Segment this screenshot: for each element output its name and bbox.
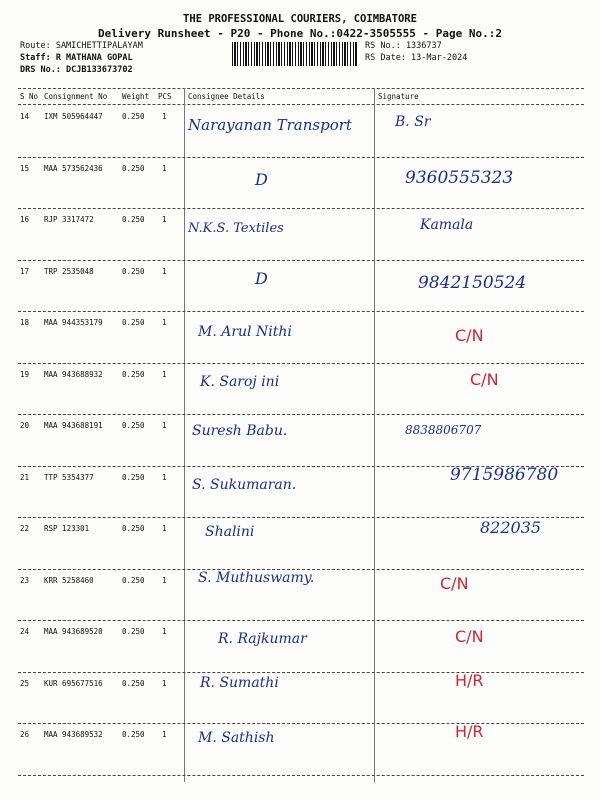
row-divider	[18, 672, 584, 673]
signature-handwriting: C/N	[440, 573, 469, 593]
weight-cell: 0.250	[122, 678, 145, 688]
signature-handwriting: 9715986780	[450, 464, 559, 485]
consignment-cell: KRR 5258460	[44, 575, 94, 585]
consignment-cell: MAA 943689520	[44, 627, 103, 636]
route-info	[20, 40, 143, 76]
pcs-cell: 1	[162, 215, 167, 224]
pcs-cell: 1	[162, 369, 167, 379]
col-consignment: Consignment No	[44, 92, 108, 101]
signature-handwriting: C/N	[455, 326, 484, 345]
weight-cell: 0.250	[122, 524, 145, 533]
consignment-cell: IXM 505964447	[44, 112, 103, 121]
signature-handwriting: 9360555323	[405, 167, 514, 188]
barcode-image	[232, 42, 358, 66]
table-row	[0, 316, 600, 361]
col-pcs: PCS	[158, 92, 172, 101]
weight-cell: 0.250	[122, 472, 145, 482]
pcs-cell: 1	[162, 163, 167, 173]
header-divider-top	[18, 88, 584, 89]
sno-cell: 14	[20, 112, 30, 121]
row-divider	[18, 723, 584, 724]
weight-cell: 0.250	[122, 112, 145, 121]
row-divider	[18, 260, 584, 261]
consignment-cell: RJP 3317472	[44, 215, 94, 224]
weight-cell: 0.250	[122, 163, 145, 173]
weight-cell: 0.250	[122, 266, 145, 276]
table-row	[0, 625, 600, 670]
row-divider	[18, 414, 584, 415]
col-sno: S No	[20, 92, 39, 101]
row-divider	[18, 775, 584, 776]
pcs-cell: 1	[162, 318, 167, 327]
runsheet-title: Delivery Runsheet - P20 - Phone No.:0422-3505555 - Page No.:2	[98, 27, 502, 40]
table-row	[0, 162, 600, 207]
sno-cell: 17	[20, 266, 30, 276]
rs-date-label: RS Date: 13-Mar-2024	[365, 53, 468, 63]
consignment-cell: TRP 2535048	[44, 266, 94, 276]
table-row	[0, 265, 600, 310]
consignment-cell: RSP 123301	[44, 524, 90, 533]
consignee-handwriting: K. Saroj ini	[200, 373, 280, 390]
sno-cell: 22	[20, 524, 30, 533]
consignment-cell: MAA 943688932	[44, 369, 103, 379]
company-title: THE PROFESSIONAL COURIERS, COIMBATORE	[183, 13, 417, 25]
signature-handwriting: H/R	[455, 670, 484, 690]
weight-cell: 0.250	[122, 318, 145, 327]
weight-cell: 0.250	[122, 369, 145, 379]
staff-label: Staff: R MATHANA GOPAL	[20, 53, 133, 63]
consignee-handwriting: Narayanan Transport	[188, 116, 352, 134]
sno-cell: 16	[20, 215, 30, 224]
table-row	[0, 670, 600, 722]
consignee-handwriting: M. Arul Nithi	[198, 324, 292, 340]
weight-cell: 0.250	[122, 215, 145, 224]
signature-handwriting: 8838806707	[405, 423, 482, 437]
consignee-handwriting: R. Sumathi	[200, 674, 279, 691]
consignee-handwriting: S. Muthuswamy.	[198, 569, 315, 586]
pcs-cell: 1	[162, 575, 167, 585]
sno-cell: 15	[20, 163, 30, 173]
consignee-handwriting: R. Rajkumar	[218, 631, 307, 647]
pcs-cell: 1	[162, 524, 167, 533]
pcs-cell: 1	[162, 421, 167, 430]
rs-info	[365, 40, 467, 64]
consignee-handwriting: N.K.S. Textiles	[188, 221, 284, 236]
sno-cell: 20	[20, 421, 30, 430]
col-signature: Signature	[378, 92, 419, 101]
sno-cell: 21	[20, 472, 30, 482]
consignee-handwriting: S. Sukumaran.	[192, 476, 297, 493]
sno-cell: 24	[20, 627, 30, 636]
pcs-cell: 1	[162, 472, 167, 482]
row-divider	[18, 311, 584, 312]
consignee-handwriting: M. Sathish	[198, 730, 275, 746]
pcs-cell: 1	[162, 730, 167, 739]
col-weight: Weight	[122, 92, 150, 101]
col-consignee: Consignee Details	[188, 92, 265, 101]
signature-handwriting: C/N	[455, 627, 484, 646]
table-row	[0, 110, 600, 155]
consignment-cell: MAA 943689532	[44, 730, 103, 739]
consignee-handwriting: D	[255, 268, 268, 288]
signature-handwriting: B. Sr	[395, 114, 431, 130]
consignee-handwriting: Suresh Babu.	[192, 423, 288, 439]
sno-cell: 26	[20, 730, 30, 739]
weight-cell: 0.250	[122, 421, 145, 430]
consignment-cell: MAA 944353179	[44, 318, 103, 327]
consignment-cell: MAA 573562436	[44, 163, 103, 173]
consignment-cell: MAA 943688191	[44, 421, 103, 430]
table-row	[0, 569, 600, 619]
row-divider	[18, 157, 584, 158]
sno-cell: 23	[20, 575, 30, 585]
weight-cell: 0.250	[122, 627, 145, 636]
signature-handwriting: H/R	[455, 722, 484, 741]
pcs-cell: 1	[162, 627, 167, 636]
table-row	[0, 464, 600, 516]
row-divider	[18, 363, 584, 364]
signature-handwriting: Kamala	[420, 217, 474, 233]
consignment-cell: TTP 5354377	[44, 472, 94, 482]
signature-handwriting: 822035	[480, 518, 542, 537]
pcs-cell: 1	[162, 112, 167, 121]
signature-handwriting: 9842150524	[418, 272, 527, 293]
row-divider	[18, 208, 584, 209]
table-row	[0, 368, 600, 413]
consignment-cell: KUR 695677516	[44, 678, 103, 688]
pcs-cell: 1	[162, 678, 167, 688]
sno-cell: 19	[20, 369, 30, 379]
table-row	[0, 213, 600, 258]
signature-handwriting: C/N	[470, 369, 499, 389]
header-divider-bottom	[18, 104, 584, 105]
sno-cell: 18	[20, 318, 30, 327]
table-row	[0, 722, 600, 773]
table-row	[0, 419, 600, 464]
sno-cell: 25	[20, 678, 30, 688]
table-row	[0, 518, 600, 567]
consignee-handwriting: D	[255, 169, 268, 189]
pcs-cell: 1	[162, 266, 167, 276]
weight-cell: 0.250	[122, 575, 145, 585]
weight-cell: 0.250	[122, 730, 145, 739]
consignee-handwriting: Shalini	[205, 524, 255, 540]
rs-no-label: RS No.: 1336737	[365, 41, 442, 51]
row-divider	[18, 620, 584, 621]
drs-label: DRS No.: DCJB133673702	[20, 65, 133, 75]
route-label: Route: SAMICHETTIPALAYAM	[20, 41, 143, 51]
